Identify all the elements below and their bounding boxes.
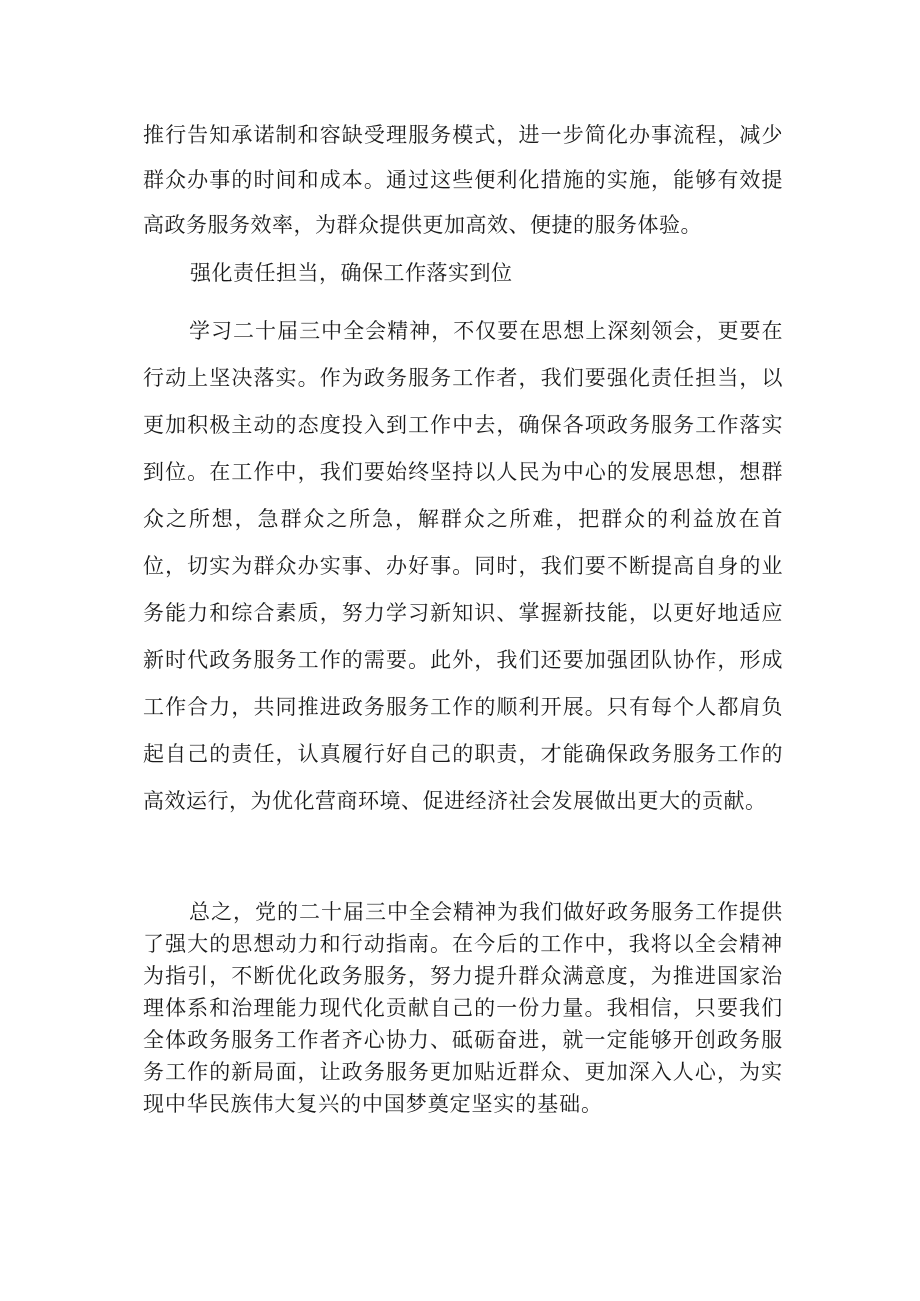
paragraph-intro-continuation: 推行告知承诺制和容缺受理服务模式，进一步简化办事流程，减少群众办事的时间和成本。通过这些便利化措施的实施，能够有效提高政务服务效率，为群众提供更加高效、便捷的服务体验。 <box>143 123 783 237</box>
section-heading: 强化责任担当，确保工作落实到位 <box>190 261 513 285</box>
paragraph-conclusion: 总之，党的二十届三中全会精神为我们做好政务服务工作提供了强大的思想动力和行动指南。在今后的工作中，我将以全会精神为指引，不断优化政务服务，努力提升群众满意度，为推进国家治理体系和治理能力现代化贡献自己的一份力量。我相信，只要我们全体政务服务工作者齐心协力、砥砺奋进，就一定能够开创政务服务工作的新局面，让政务服务更加贴近群众、更加深入人心，为实现中华民族伟大复兴的中国梦奠定坚实的基础。 <box>143 900 783 1116</box>
paragraph-responsibility: 学习二十届三中全会精神，不仅要在思想上深刻领会，更要在行动上坚决落实。作为政务服务工作者，我们要强化责任担当，以更加积极主动的态度投入到工作中去，确保各项政务服务工作落实到位。在工作中，我们要始终坚持以人民为中心的发展思想，想群众之所想，急群众之所急，解群众之所难，把群众的利益放在首位，切实为群众办实事、办好事。同时，我们要不断提高自身的业务能力和综合素质，努力学习新知识、掌握新技能，以更好地适应新时代政务服务工作的需要。此外，我们还要加强团队协作，形成工作合力，共同推进政务服务工作的顺利开展。只有每个人都肩负起自己的责任，认真履行好自己的职责，才能确保政务服务工作的高效运行，为优化营商环境、促进经济社会发展做出更大的贡献。 <box>143 319 783 813</box>
